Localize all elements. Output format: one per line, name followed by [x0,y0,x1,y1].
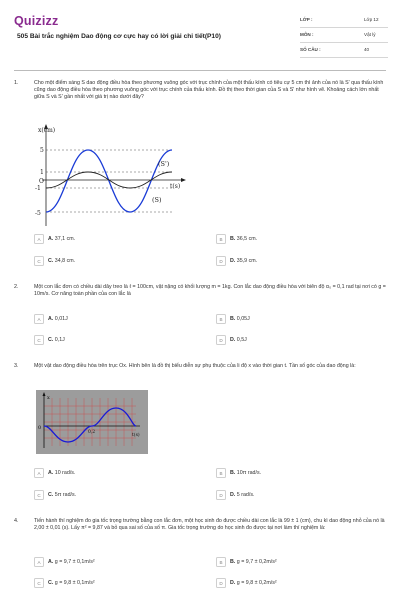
meta-row-count [300,45,388,58]
option-letter: A [34,314,44,324]
option-text: A. 10 rad/s. [48,470,76,476]
meta-info [300,15,388,60]
option-letter: D [216,490,226,500]
option-letter: A [34,234,44,244]
meta-row-class [300,15,388,28]
meta-value: Lớp 12 [364,17,379,22]
tick-label: -1 [35,185,41,192]
option-letter: D [216,335,226,345]
question-number: 4. [14,518,19,524]
option-text: D. 0,5J [230,337,247,343]
question-text: Tiến hành thí nghiệm đo gia tốc trọng trường bằng con lắc đơn, một học sinh đo được chiều dài con lắc là 99 ± 1 (cm), chu kì dao động nhỏ của nó là 2,00 ± 0,01 (s). Lấy π² = 9,87 và bỏ qua sai số của số π. Gia tốc trọng trường do học sinh đo được tại nơi làm thí nghiệm là: [34,518,385,532]
option-text: D. 35,9 cm. [230,258,258,264]
meta-value: Vật lý [364,32,376,37]
option-text: D. 5 rad/s. [230,492,255,498]
q3-sine-graph [36,390,148,454]
q1-oscillation-figure [34,122,194,228]
question-text: Một vật dao động điều hòa trên trục Ox. Hình bên là đồ thị biểu diễn sự phụ thuộc của li độ x vào thời gian t. Tần số góc của dao động là: [34,363,356,369]
meta-row-subject [300,30,388,43]
curve-label-s-prime: (S') [158,160,170,168]
meta-value: 40 [364,47,370,52]
meta-label: MÔN : [300,32,314,37]
tick-label: 5 [40,147,44,154]
option-letter: D [216,256,226,266]
question-text: Một con lắc đơn có chiều dài dây treo là ℓ = 100cm, vật nặng có khối lượng m = 1kg. Con lắc dao động điều hòa với biên độ α₀ = 0,1 rad tại nơi có g = 10m/s. Cơ năng toàn phần của con lắc là [34,284,386,298]
option-letter: C [34,490,44,500]
tick-label: 1 [40,169,44,176]
option-letter: A [34,468,44,478]
option-text: B. 10π rad/s. [230,470,262,476]
option-text: B. 0,05J [230,316,250,322]
meta-label: SỐ CÂU : [300,47,321,52]
option-letter: D [216,578,226,588]
option-letter: C [34,578,44,588]
option-letter: B [216,314,226,324]
option-text: C. 5π rad/s. [48,492,77,498]
option-text: C. 34,8 cm. [48,258,76,264]
option-letter: C [34,335,44,345]
question-text: Cho một điểm sáng S dao động điều hòa theo phương vuông góc với trục chính của một thấu kính có tiêu cự 5 cm thì ảnh của nó là S' qua thấu kính cũng dao động điều hòa theo phương vuông góc với trục chính của thấu kính. Đồ thị theo thời gian của S và S' như hình vẽ. Khoảng cách lớn nhất giữa S và S' gần nhất với giá trị nào dưới đây? [34,80,384,101]
option-text: A. g = 9,7 ± 0,1m/s² [48,559,95,565]
curve-label-s: (S) [152,196,162,204]
question-number: 3. [14,363,19,369]
option-letter: C [34,256,44,266]
x-axis-label: t(s) [170,183,181,190]
option-text: A. 0,01J [48,316,68,322]
tick-label: 0,2 [88,430,96,435]
option-text: C. g = 9,8 ± 0,1m/s² [48,580,95,586]
tick-label: 0 [38,425,42,431]
option-letter: B [216,468,226,478]
option-text: C. 0,1J [48,337,65,343]
option-text: B. 36,5 cm. [230,236,258,242]
page-title: 505 Bài trắc nghiệm Dao động cơ cực hay có lời giải chi tiết(P10) [17,33,221,40]
option-text: B. g = 9,7 ± 0,2m/s² [230,559,277,565]
meta-label: LỚP : [300,17,313,22]
option-letter: A [34,557,44,567]
quizizz-logo: Quizizz [14,14,59,28]
y-axis-label: x [47,395,50,401]
y-axis-label: x(cm) [38,127,56,134]
question-number: 2. [14,284,19,290]
option-letter: B [216,234,226,244]
option-text: A. 37,1 cm. [48,236,76,242]
option-letter: B [216,557,226,567]
tick-label: O [39,178,44,185]
header-divider [14,70,386,71]
option-text: D. g = 9,8 ± 0,2m/s² [230,580,277,586]
x-axis-label: t(s) [132,433,140,438]
question-number: 1. [14,80,19,86]
tick-label: -5 [35,210,41,217]
